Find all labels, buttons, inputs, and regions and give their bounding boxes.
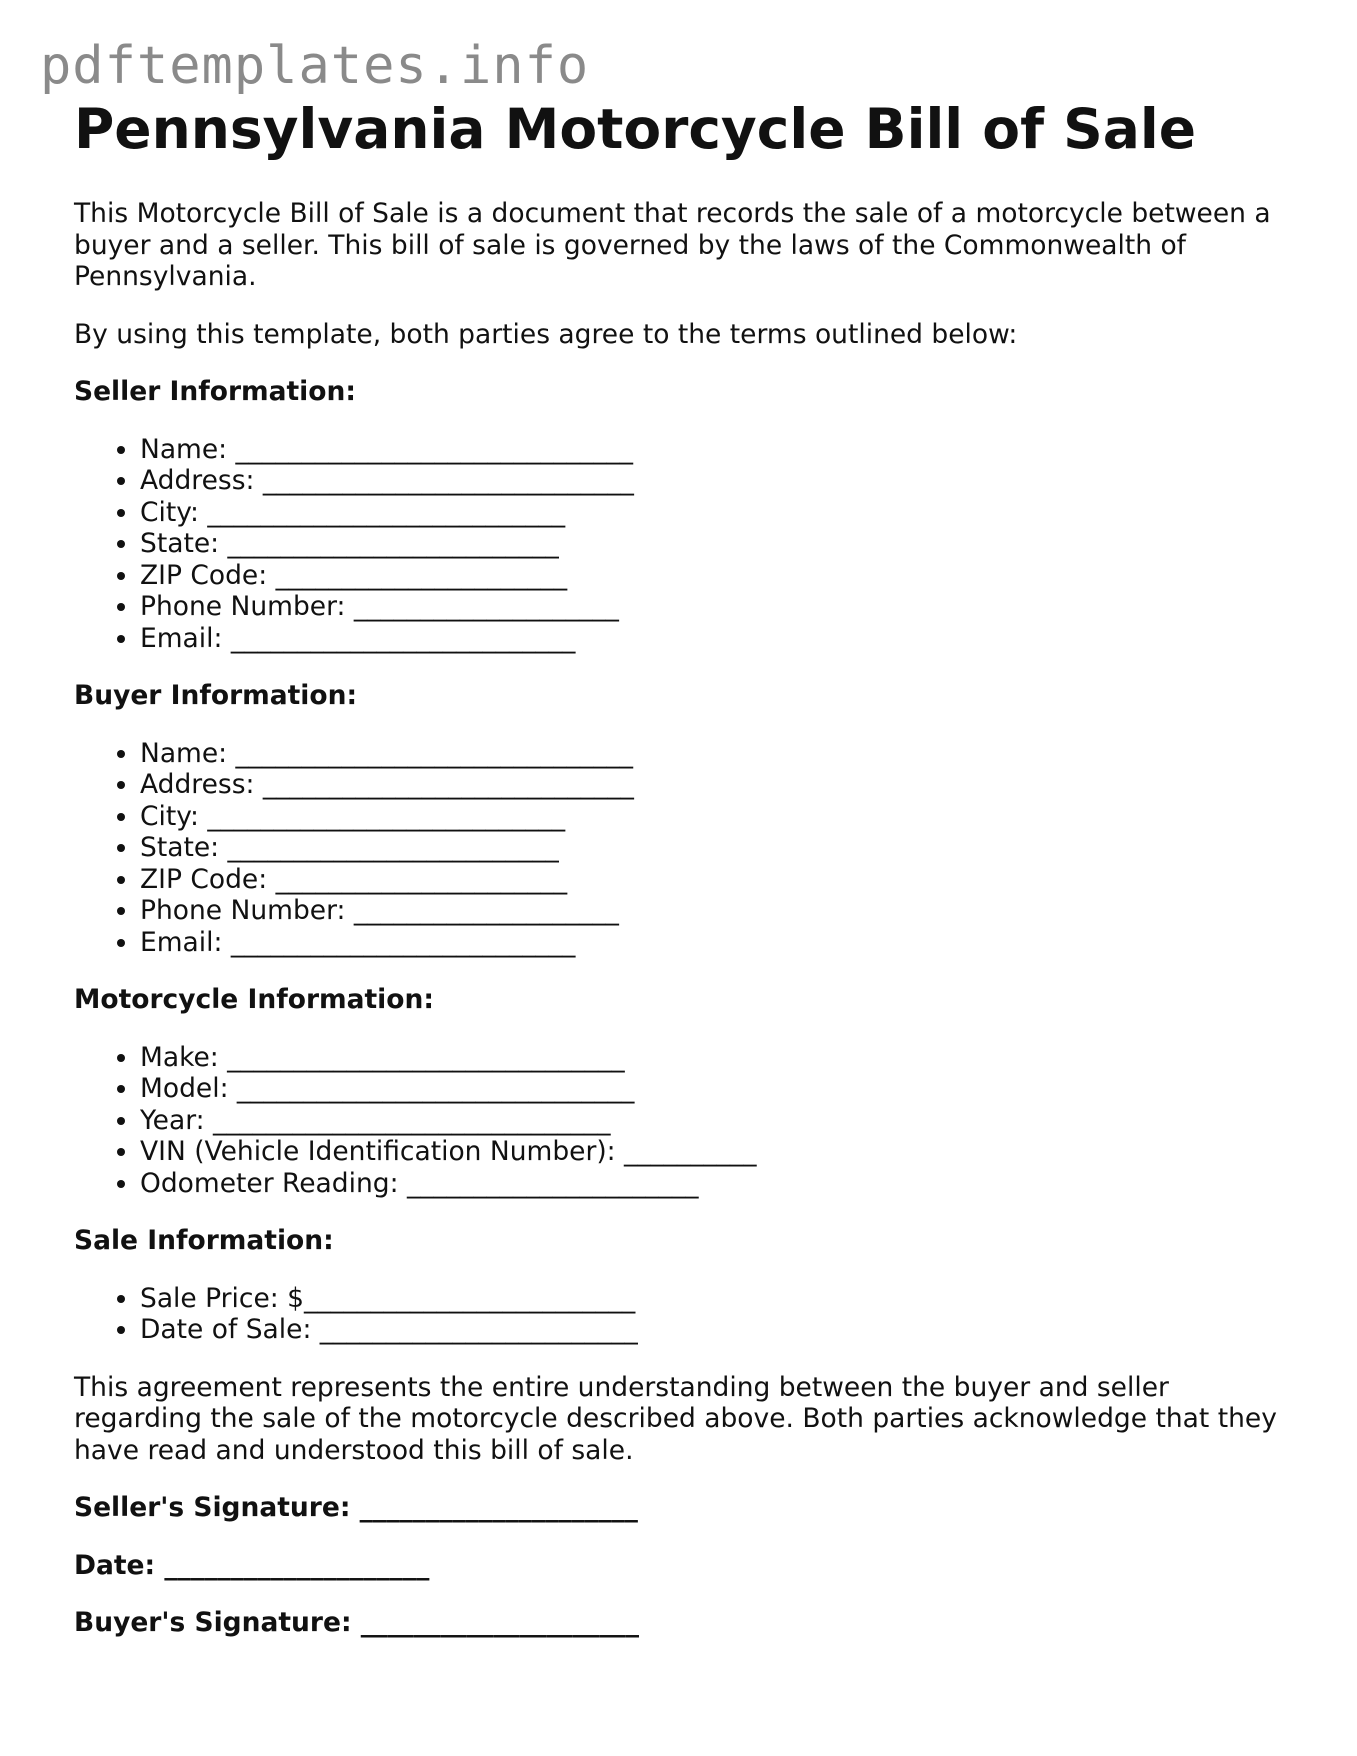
buyer-email-field: • Email: __________________________ [140, 927, 1294, 959]
page-title: Pennsylvania Motorcycle Bill of Sale [74, 97, 1197, 161]
seller-state-field: • State: _________________________ [140, 528, 1294, 560]
agreement-line: By using this template, both parties agree to the terms outlined below: [74, 318, 1018, 350]
buyer-city-field: • City: ___________________________ [140, 801, 1294, 833]
motorcycle-section-heading: Motorcycle Information: [74, 984, 434, 1015]
seller-city-field: • City: ___________________________ [140, 497, 1294, 529]
buyer-name-field: • Name: ______________________________ [140, 738, 1294, 770]
seller-address-field: • Address: ____________________________ [140, 465, 1294, 497]
seller-email-field: • Email: __________________________ [140, 623, 1294, 655]
sale-price-field: • Sale Price: $_________________________ [140, 1283, 1294, 1315]
motorcycle-make-field: • Make: ______________________________ [140, 1042, 1294, 1074]
motorcycle-fields-list [74, 1042, 1294, 1200]
motorcycle-model-field: • Model: ______________________________ [140, 1073, 1294, 1105]
sale-section-heading: Sale Information: [74, 1225, 334, 1256]
buyer-address-field: • Address: ____________________________ [140, 769, 1294, 801]
buyer-state-field: • State: _________________________ [140, 832, 1294, 864]
closing-paragraph: This agreement represents the entire understanding between the buyer and seller regarding the sale of the motorcycle described above. Both parties acknowledge that they have read and understood this bill of sale. [74, 1371, 1277, 1466]
signature-date-line: Date: ____________________ [74, 1549, 430, 1581]
intro-paragraph: This Motorcycle Bill of Sale is a document that records the sale of a motorcycle between a buyer and a seller. This bill of sale is governed by the laws of the Commonwealth of Pennsylvania. [74, 198, 1271, 292]
seller-name-field: • Name: ______________________________ [140, 434, 1294, 466]
buyer-section-heading: Buyer Information: [74, 680, 358, 711]
motorcycle-vin-field: • VIN (Vehicle Identification Number): __________ [140, 1136, 1294, 1168]
buyer-phone-field: • Phone Number: ____________________ [140, 895, 1294, 927]
motorcycle-year-field: • Year: ______________________________ [140, 1105, 1294, 1137]
seller-zip-field: • ZIP Code: ______________________ [140, 560, 1294, 592]
buyer-signature-line: Buyer's Signature: _____________________ [74, 1607, 640, 1638]
watermark: pdftemplates.info [40, 36, 590, 96]
document-body [74, 96, 1294, 1665]
buyer-zip-field: • ZIP Code: ______________________ [140, 864, 1294, 896]
motorcycle-odometer-field: • Odometer Reading: ______________________ [140, 1168, 1294, 1200]
sale-fields-list [74, 1283, 1294, 1346]
seller-fields-list [74, 434, 1294, 655]
seller-phone-field: • Phone Number: ____________________ [140, 591, 1294, 623]
seller-signature-line: Seller's Signature: _____________________ [74, 1492, 638, 1523]
seller-section-heading: Seller Information: [74, 376, 356, 407]
sale-date-field: • Date of Sale: ________________________ [140, 1314, 1294, 1346]
buyer-fields-list [74, 738, 1294, 959]
